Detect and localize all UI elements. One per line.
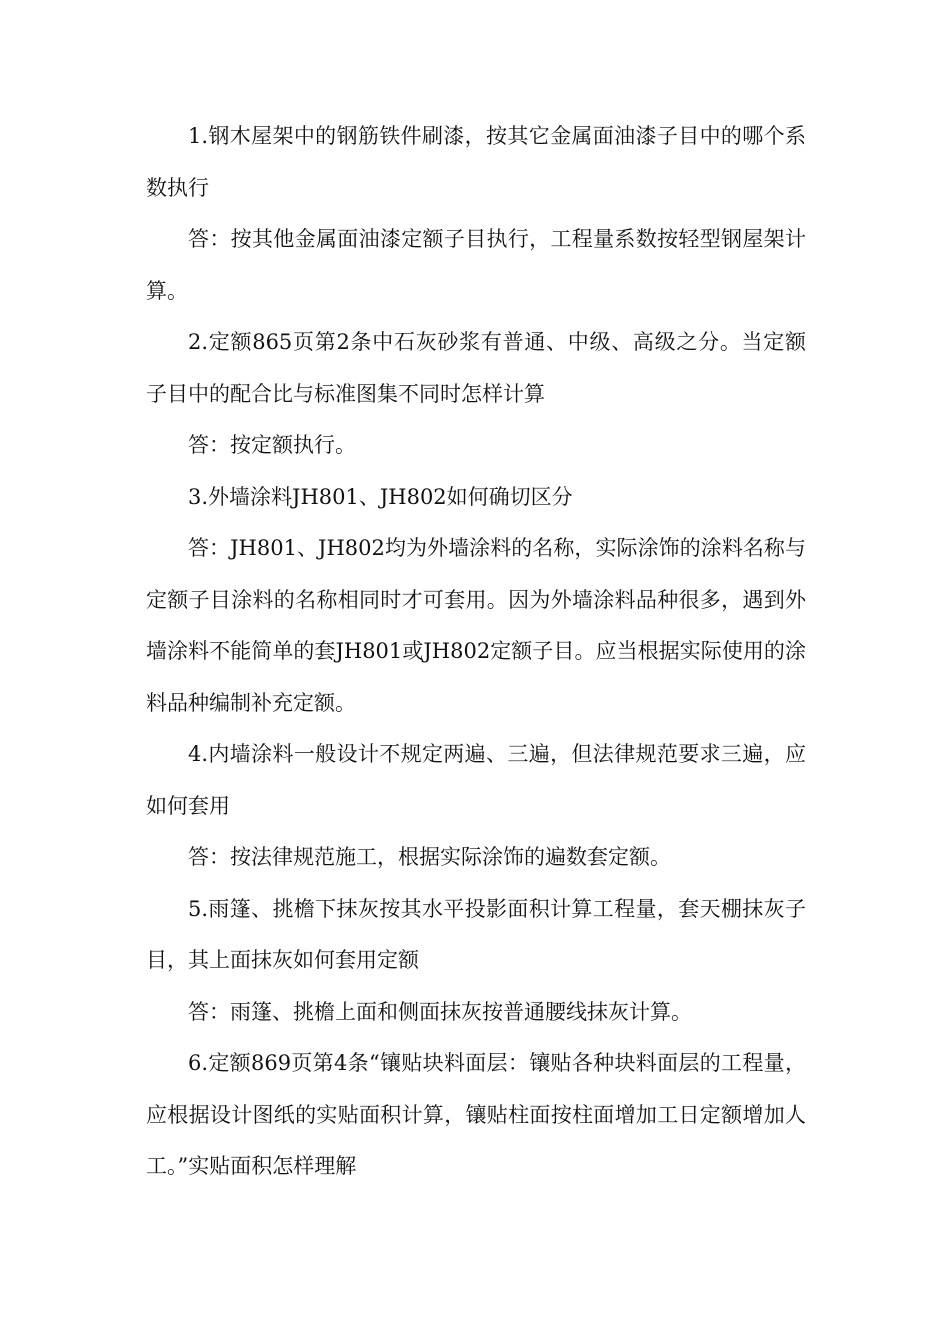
answer-2: 答：按定额执行。	[188, 433, 356, 457]
question-3: 3.外墙涂料JH801、JH802如何确切区分	[188, 484, 573, 509]
answer-4: 答：按法律规范施工，根据实际涂饰的遍数套定额。	[188, 845, 671, 869]
question-4: 4.内墙涂料一般设计不规定两遍、三遍，但法律规范要求三遍，应如何套用	[146, 742, 806, 818]
document-body	[146, 111, 806, 1193]
question-2: 2.定额865页第2条中石灰砂浆有普通、中级、高级之分。当定额子目中的配合比与标准图集不同时怎样计算	[146, 330, 806, 406]
answer-1: 答：按其他金属面油漆定额子目执行，工程量系数按轻型钢屋架计算。	[146, 227, 806, 303]
answer-5: 答：雨篷、挑檐上面和侧面抹灰按普通腰线抹灰计算。	[188, 999, 692, 1024]
question-6: 6.定额869页第4条“镶贴块料面层：镶贴各种块料面层的工程量，应根据设计图纸的实贴面积计算，镶贴柱面按柱面增加工日定额增加人工。”实贴面积怎样理解	[146, 1051, 806, 1178]
answer-3: 答：JH801、JH802均为外墙涂料的名称，实际涂饰的涂料名称与定额子目涂料的名称相同时才可套用。因为外墙涂料品种很多，遇到外墙涂料不能简单的套JH801或JH802定额子目。应当根据实际使用的涂料品种编制补充定额。	[146, 536, 806, 715]
question-5: 5.雨篷、挑檐下抹灰按其水平投影面积计算工程量，套天棚抹灰子目，其上面抹灰如何套用定额	[146, 896, 806, 972]
question-1: 1.钢木屋架中的钢筋铁件刷漆，按其它金属面油漆子目中的哪个系数执行	[146, 124, 806, 200]
